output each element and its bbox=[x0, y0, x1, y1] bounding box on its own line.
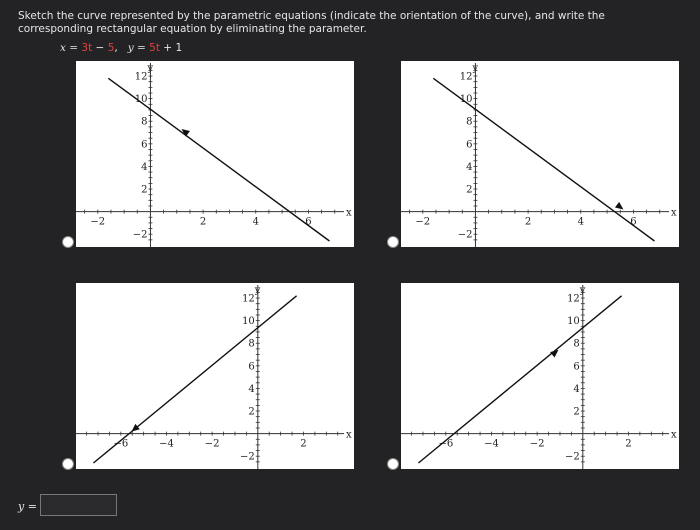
graph-4-svg bbox=[401, 283, 679, 469]
x-tick-label: −6 bbox=[438, 438, 454, 450]
y-tick-label: 4 bbox=[141, 161, 148, 173]
y-tick-label: 4 bbox=[466, 161, 473, 173]
y-tick-label: 4 bbox=[573, 383, 580, 395]
graph-2-svg bbox=[401, 61, 679, 247]
y-tick-label: 6 bbox=[248, 361, 255, 373]
question-prompt: Sketch the curve represented by the parametric equations (indicate the orientation of the curve), and write the corresponding rectangular equation by eliminating the parameter. bbox=[18, 10, 605, 35]
y-axis-label: y bbox=[472, 63, 479, 74]
x-tick-label: −4 bbox=[159, 438, 174, 450]
x-tick-label: −2 bbox=[529, 438, 545, 450]
graph-option-4 bbox=[401, 283, 679, 469]
y-axis-label: y bbox=[147, 63, 154, 74]
y-axis-label: y bbox=[579, 285, 586, 296]
y-tick-label: 12 bbox=[242, 293, 255, 305]
y-tick-label: 6 bbox=[141, 139, 148, 151]
y-tick-label: 8 bbox=[248, 338, 255, 350]
y-tick-label: 8 bbox=[141, 116, 148, 128]
graph-option-1 bbox=[76, 61, 354, 247]
x-tick-label: 6 bbox=[630, 216, 637, 228]
graph-1-svg bbox=[76, 61, 354, 247]
x-tick-label: 2 bbox=[199, 216, 207, 228]
x-tick-label: 2 bbox=[625, 438, 632, 450]
y-tick-label: 12 bbox=[567, 293, 580, 305]
y-tick-label: 2 bbox=[573, 406, 580, 418]
x-tick-label: −2 bbox=[90, 216, 106, 228]
answer-input[interactable] bbox=[40, 494, 117, 516]
radio-option-2[interactable] bbox=[387, 236, 399, 248]
y-axis-label: y bbox=[254, 285, 261, 296]
x-tick-label: −2 bbox=[204, 438, 220, 450]
y-tick-label: 10 bbox=[242, 316, 255, 328]
y-tick-label: 2 bbox=[466, 184, 473, 196]
y-tick-label: −2 bbox=[132, 229, 148, 241]
curve-line bbox=[108, 78, 329, 241]
y-tick-label: 12 bbox=[459, 71, 473, 83]
y-tick-label: 2 bbox=[248, 406, 255, 418]
y-tick-label: 12 bbox=[134, 71, 148, 83]
x-tick-label: 2 bbox=[524, 216, 532, 228]
x-tick-label: 4 bbox=[252, 216, 259, 228]
y-tick-label: 4 bbox=[248, 383, 255, 395]
graph-3-svg bbox=[76, 283, 354, 469]
y-tick-label: 2 bbox=[141, 184, 148, 196]
y-tick-label: 8 bbox=[466, 116, 473, 128]
radio-option-4[interactable] bbox=[387, 458, 399, 470]
x-axis-label: x bbox=[346, 207, 352, 219]
curve-line bbox=[93, 293, 296, 463]
answer-label: y = bbox=[18, 500, 37, 513]
radio-option-3[interactable] bbox=[62, 458, 74, 470]
y-tick-label: −2 bbox=[457, 229, 473, 241]
y-tick-label: 10 bbox=[134, 94, 148, 106]
x-tick-label: −2 bbox=[415, 216, 431, 228]
y-tick-label: 6 bbox=[466, 139, 473, 151]
y-tick-label: −2 bbox=[240, 451, 255, 463]
x-tick-label: 2 bbox=[300, 438, 307, 450]
y-tick-label: 8 bbox=[573, 338, 580, 350]
y-tick-label: 6 bbox=[573, 361, 580, 373]
y-tick-label: 10 bbox=[459, 94, 473, 106]
curve-line bbox=[433, 78, 654, 241]
x-tick-label: 4 bbox=[577, 216, 584, 228]
graph-option-3 bbox=[76, 283, 354, 469]
y-tick-label: 10 bbox=[567, 316, 580, 328]
orientation-arrow bbox=[615, 202, 624, 210]
x-axis-label: x bbox=[671, 429, 677, 441]
x-tick-label: 6 bbox=[305, 216, 312, 228]
y-tick-label: −2 bbox=[565, 451, 580, 463]
x-tick-label: −4 bbox=[484, 438, 499, 450]
x-axis-label: x bbox=[346, 429, 352, 441]
x-tick-label: −6 bbox=[113, 438, 129, 450]
curve-line bbox=[418, 293, 621, 463]
parametric-equations: x = 3t − 5, y = 5t + 1 bbox=[60, 42, 183, 54]
graph-option-2 bbox=[401, 61, 679, 247]
x-axis-label: x bbox=[671, 207, 677, 219]
radio-option-1[interactable] bbox=[62, 236, 74, 248]
